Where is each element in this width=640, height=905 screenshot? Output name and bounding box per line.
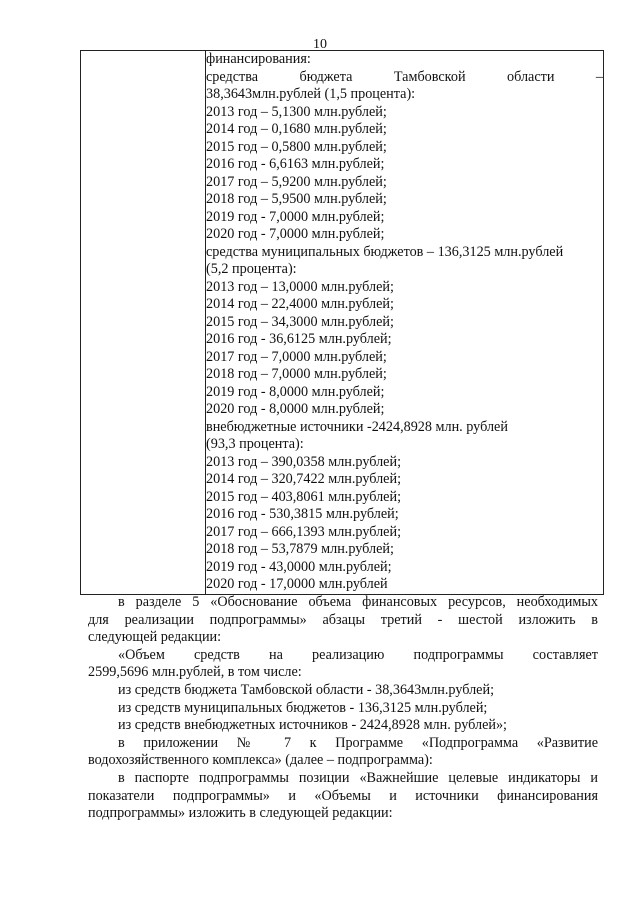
- body-text-line: «Объем средств на реализацию подпрограммы составляет: [118, 646, 598, 663]
- table-text-line: 2020 год - 8,0000 млн.рублей;: [206, 401, 385, 417]
- table-text-line: (5,2 процента):: [206, 261, 297, 277]
- table-text-line: 2016 год - 530,3815 млн.рублей;: [206, 506, 399, 522]
- table-text-line: внебюджетные источники -2424,8928 млн. рублей: [206, 418, 508, 435]
- table-text-line: 2018 год – 7,0000 млн.рублей;: [206, 366, 387, 382]
- table-text-line: 2015 год – 403,8061 млн.рублей;: [206, 488, 402, 505]
- table-text-line: 2014 год – 22,4000 млн.рублей;: [206, 296, 394, 312]
- table-text-line: 2020 год - 17,0000 млн.рублей: [206, 576, 388, 592]
- table-text-line: 2020 год - 7,0000 млн.рублей;: [206, 226, 385, 242]
- body-text-line: следующей редакции:: [88, 629, 222, 646]
- table-text-line: 2015 год – 0,5800 млн.рублей;: [206, 138, 387, 155]
- table-text-line: 2013 год – 13,0000 млн.рублей;: [206, 278, 394, 295]
- table-text-line: средства бюджета Тамбовской области –: [206, 68, 603, 85]
- table-text-line: 2017 год – 7,0000 млн.рублей;: [206, 348, 387, 365]
- body-text-line: из средств муниципальных бюджетов - 136,3125 млн.рублей;: [118, 699, 488, 716]
- table-text-line: 2014 год – 0,1680 млн.рублей;: [206, 121, 387, 137]
- table-text-line: 2019 год - 7,0000 млн.рублей;: [206, 208, 385, 225]
- body-text-line: для реализации подпрограммы» абзацы третий - шестой изложить в: [88, 611, 598, 628]
- table-text-line: 2019 год - 8,0000 млн.рублей;: [206, 383, 385, 400]
- body-text-line: в паспорте подпрограммы позиции «Важнейшие целевые индикаторы и: [118, 769, 598, 786]
- body-text-line: в разделе 5 «Обоснование объема финансовых ресурсов, необходимых: [118, 594, 598, 610]
- page-number: 10: [313, 37, 327, 52]
- body-text-line: в приложении № 7 к Программе «Подпрограмма «Развитие: [118, 734, 598, 751]
- table-text-line: средства муниципальных бюджетов – 136,3125 млн.рублей: [206, 243, 564, 260]
- table-text-line: 2017 год – 5,9200 млн.рублей;: [206, 173, 387, 190]
- table-text-line: финансирования:: [206, 51, 311, 67]
- funding-table: [80, 50, 604, 595]
- table-text-line: 2019 год - 43,0000 млн.рублей;: [206, 558, 392, 575]
- body-text-line: из средств внебюджетных источников - 2424,8928 млн. рублей»;: [118, 717, 507, 734]
- table-text-line: 2017 год – 666,1393 млн.рублей;: [206, 523, 402, 540]
- body-text-line: из средств бюджета Тамбовской области - 38,3643млн.рублей;: [118, 681, 495, 698]
- document-body-text: [88, 594, 598, 823]
- table-text-line: 38,3643млн.рублей (1,5 процента):: [206, 86, 416, 102]
- body-text-line: подпрограммы» изложить в следующей редакции:: [88, 805, 393, 822]
- table-text-line: 2014 год – 320,7422 млн.рублей;: [206, 471, 402, 487]
- table-text-line: 2018 год – 53,7879 млн.рублей;: [206, 541, 394, 557]
- table-text-line: 2016 год - 6,6163 млн.рублей;: [206, 156, 385, 172]
- body-text-line: 2599,5696 млн.рублей, в том числе:: [88, 664, 302, 681]
- table-text-line: (93,3 процента):: [206, 436, 304, 452]
- table-text-line: 2013 год – 390,0358 млн.рублей;: [206, 453, 402, 470]
- table-text-line: 2018 год – 5,9500 млн.рублей;: [206, 191, 387, 207]
- body-text-line: показатели подпрограммы» и «Объемы и источники финансирования: [88, 787, 598, 804]
- table-text-line: 2015 год – 34,3000 млн.рублей;: [206, 313, 394, 330]
- table-text-line: 2016 год - 36,6125 млн.рублей;: [206, 331, 392, 347]
- table-right-cell: [206, 51, 604, 595]
- table-left-cell: [81, 51, 206, 595]
- body-text-line: водохозяйственного комплекса» (далее – подпрограмма):: [88, 752, 433, 769]
- table-text-line: 2013 год – 5,1300 млн.рублей;: [206, 103, 387, 120]
- table-row: [81, 51, 604, 595]
